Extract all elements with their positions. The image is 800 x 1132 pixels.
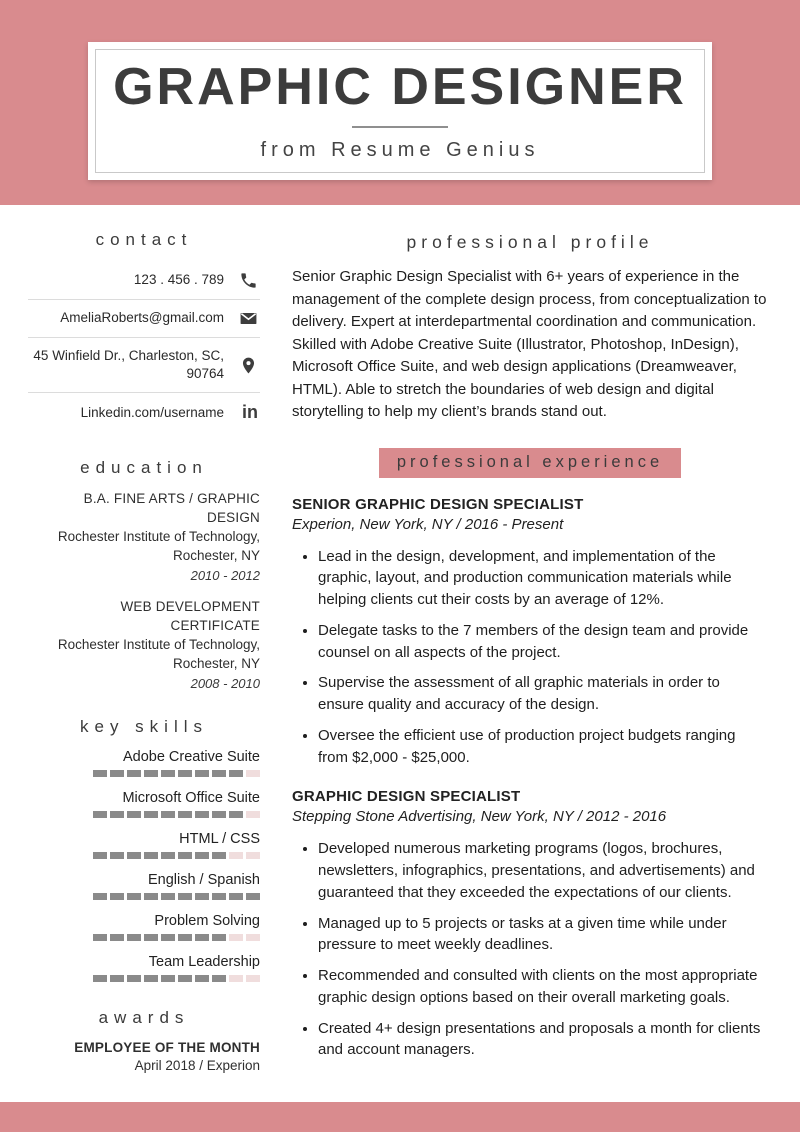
email-address: AmeliaRoberts@gmail.com (60, 310, 224, 326)
skill-item (28, 872, 260, 900)
education-entry (28, 490, 260, 583)
job-title: GRAPHIC DESIGN SPECIALIST (292, 788, 521, 806)
job-bullets (292, 546, 768, 769)
skill-bar (28, 770, 260, 777)
skill-label: Problem Solving (154, 912, 260, 929)
education-dates: 2008 - 2010 (190, 675, 260, 691)
contact-item-phone (28, 262, 260, 300)
skill-item (28, 790, 260, 818)
job-entry (292, 788, 768, 1061)
contact-item-address (28, 338, 260, 393)
award-detail: April 2018 / Experion (134, 1057, 260, 1073)
header-band (0, 0, 800, 205)
skill-label: Team Leadership (148, 953, 260, 970)
job-bullet: • Recommended and consulted with clients on the most appropriate graphic design options based on their overall marketing goals. (318, 965, 768, 1009)
skill-label: HTML / CSS (179, 830, 260, 847)
linkedin-icon: in (242, 402, 258, 423)
skill-label: Microsoft Office Suite (122, 789, 260, 806)
title-divider (352, 126, 448, 128)
linkedin-url: Linkedin.com/username (80, 404, 224, 420)
job-bullet: • Supervise the assessment of all graphic materials in order to ensure quality and accuracy of the design. (318, 672, 768, 716)
street-address: 45 Winfield Dr., Charleston, SC, 90764 (33, 348, 224, 382)
skill-bar (28, 852, 260, 859)
skill-label: English / Spanish (147, 871, 260, 888)
phone-icon (224, 271, 260, 290)
degree-name: WEB DEVELOPMENT CERTIFICATE (120, 599, 260, 633)
job-entry (292, 496, 768, 769)
page-title: GRAPHIC DESIGNER (113, 57, 687, 116)
school-name: Rochester Institute of Technology, Rochester, NY (57, 529, 260, 564)
skill-bar (28, 893, 260, 900)
skill-bar (28, 975, 260, 982)
title-box-inner (95, 49, 705, 173)
skill-item (28, 831, 260, 859)
skill-bar (28, 811, 260, 818)
page-subtitle: from Resume Genius (260, 138, 540, 161)
job-bullet: • Created 4+ design presentations and proposals a month for clients and account managers. (318, 1018, 768, 1062)
job-bullet: • Lead in the design, development, and implementation of the graphic, layout, and production communication materials while helping clients cut their costs by an average of 12%. (318, 546, 768, 611)
education-section (28, 458, 260, 690)
job-bullet: • Delegate tasks to the 7 members of the design team and provide counsel on all aspects of the project. (318, 620, 768, 664)
contact-heading: contact (95, 230, 193, 249)
award-title: EMPLOYEE OF THE MONTH (74, 1039, 260, 1055)
award-entry (28, 1040, 260, 1073)
skills-section (28, 717, 260, 982)
job-meta: Stepping Stone Advertising, New York, NY / 2012 - 2016 (292, 808, 667, 826)
education-dates: 2010 - 2012 (190, 568, 260, 583)
title-box (88, 42, 712, 180)
degree-name: B.A. FINE ARTS / GRAPHIC DESIGN (83, 491, 260, 526)
mail-icon (224, 309, 260, 328)
contact-item-email[interactable] (28, 300, 260, 338)
job-bullet: • Oversee the efficient use of production project budgets ranging from $2,000 - $25,000. (318, 725, 768, 769)
skill-bar (28, 934, 260, 941)
experience-section (292, 448, 768, 1062)
profile-heading: professional profile (406, 232, 654, 252)
contact-item-linkedin[interactable] (28, 393, 260, 432)
job-bullet: • Developed numerous marketing programs (logos, brochures, newsletters, infographics, presentations, and advertisements) and guaranteed that they exceeded the expectations of our clients. (318, 838, 768, 903)
main-column (292, 232, 768, 1081)
job-title: SENIOR GRAPHIC DESIGN SPECIALIST (292, 495, 584, 513)
job-bullets (292, 838, 768, 1061)
skills-heading: key skills (79, 716, 208, 736)
skill-item (28, 913, 260, 941)
education-heading: education (80, 458, 208, 478)
awards-section (28, 1008, 260, 1073)
education-entry (28, 598, 260, 691)
sidebar (28, 230, 260, 1099)
skill-label: Adobe Creative Suite (122, 748, 260, 765)
profile-section (292, 232, 768, 424)
footer-band (0, 1102, 800, 1132)
awards-heading: awards (98, 1007, 190, 1027)
location-icon (224, 356, 260, 375)
profile-text: Senior Graphic Design Specialist with 6+ years of experience in the management of the complete design process, from conceptualization to delivery. Expert at interdepartmental coordination and communication. Skilled with Adobe Creative Suite (Illustrator, Photoshop, InDesign), Microsoft Office Suite, and web design applications (Dreamweaver, HTML). Able to stretch the boundaries of web design and digital storytelling to help my client’s brands stand out. (292, 268, 767, 420)
school-name: Rochester Institute of Technology, Rochester, NY (57, 636, 260, 671)
job-meta: Experion, New York, NY / 2016 - Present (292, 515, 564, 533)
job-bullet: • Managed up to 5 projects or tasks at a given time while under pressure to meet weekly deadlines. (318, 913, 768, 957)
skill-item (28, 954, 260, 982)
skill-item (28, 749, 260, 777)
phone-number: 123 . 456 . 789 (133, 272, 224, 288)
experience-heading: professional experience (379, 448, 681, 478)
contact-section (28, 230, 260, 432)
